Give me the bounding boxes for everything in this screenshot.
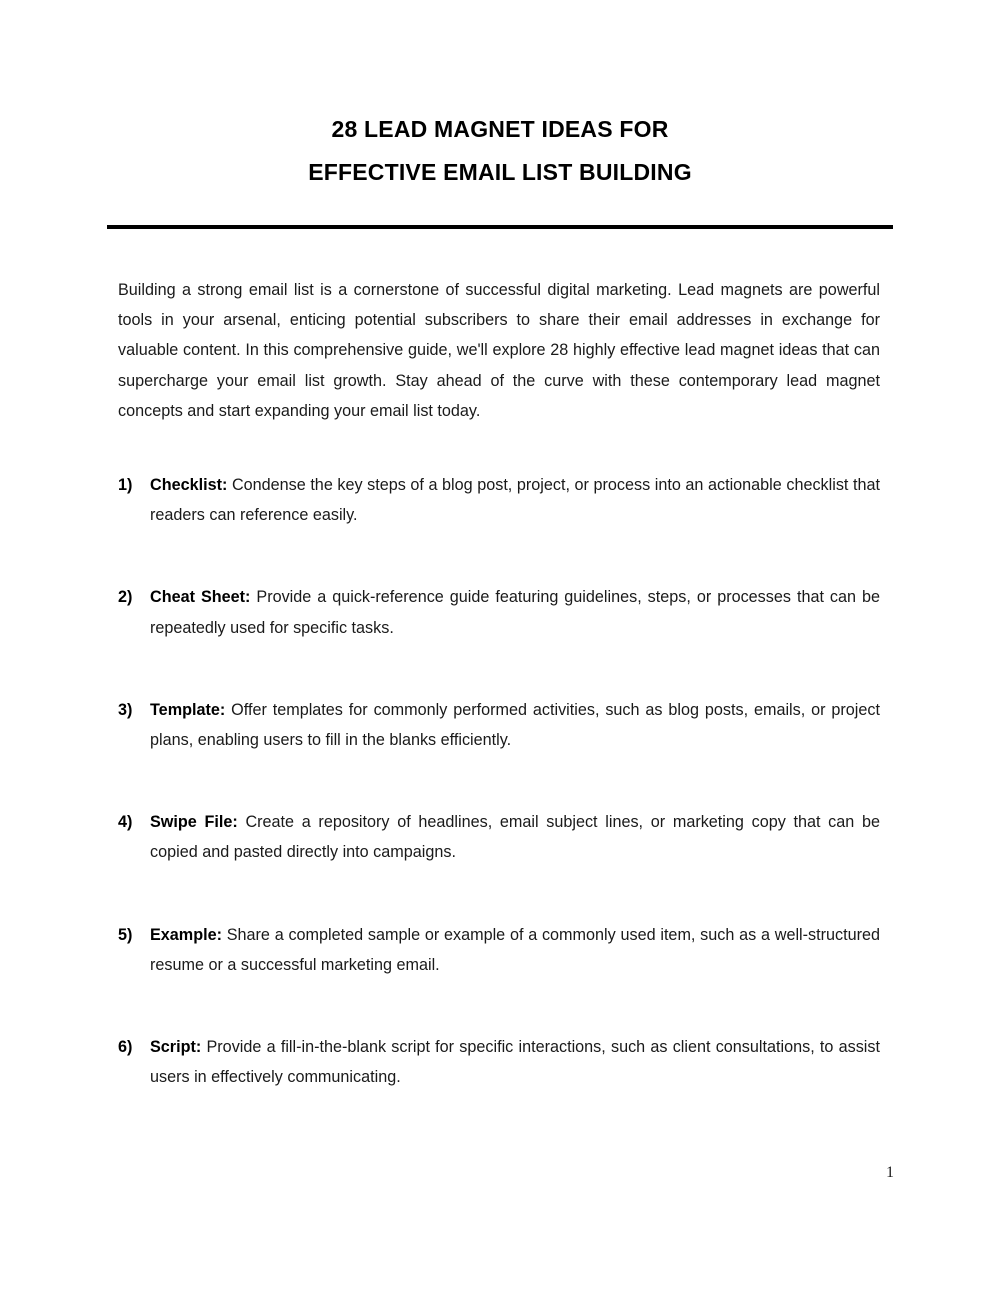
page-number: 1 xyxy=(886,1164,894,1181)
document-title xyxy=(0,108,1000,194)
title-divider-rule xyxy=(107,225,893,229)
title-line-1: 28 LEAD MAGNET IDEAS FOR xyxy=(331,116,669,142)
intro-paragraph: Building a strong email list is a cornerstone of successful digital marketing. Lead magnets are powerful tools in your arsenal, enticing potential subscribers to share their email addresses in exchange for valuable content. In this comprehensive guide, we'll explore 28 highly effective lead magnet ideas that can supercharge your email list growth. Stay ahead of the curve with these contemporary lead magnet concepts and start expanding your email list today. xyxy=(118,281,880,420)
lead-magnet-list xyxy=(118,470,880,1092)
list-item-text: Condense the key steps of a blog post, project, or process into an actionable checklist that readers can reference easily. xyxy=(150,476,880,525)
document-body xyxy=(118,275,880,1092)
list-item-number: 1) xyxy=(118,476,133,495)
list-item-number: 3) xyxy=(118,700,133,719)
list-item-number: 6) xyxy=(118,1038,133,1057)
list-item xyxy=(118,807,880,867)
list-item xyxy=(118,582,880,642)
list-item-label: Template: xyxy=(150,700,226,719)
list-item-number: 4) xyxy=(118,813,133,832)
list-item-number: 5) xyxy=(118,925,133,944)
list-item-text: Create a repository of headlines, email subject lines, or marketing copy that can be copied and pasted directly into campaigns. xyxy=(150,813,880,862)
list-item-text: Offer templates for commonly performed activities, such as blog posts, emails, or project plans, enabling users to fill in the blanks efficiently. xyxy=(150,700,880,750)
list-item xyxy=(118,470,880,530)
list-item-label: Checklist: xyxy=(150,476,228,495)
list-item-label: Script: xyxy=(150,1038,202,1057)
title-line-2: EFFECTIVE EMAIL LIST BUILDING xyxy=(308,159,692,185)
list-item-text: Share a completed sample or example of a commonly used item, such as a well-structured resume or a successful marketing email. xyxy=(150,925,880,974)
list-item xyxy=(118,695,880,755)
list-item xyxy=(118,920,880,980)
list-item-text: Provide a quick-reference guide featuring guidelines, steps, or processes that can be repeatedly used for specific tasks. xyxy=(150,588,880,637)
list-item-text: Provide a fill-in-the-blank script for specific interactions, such as client consultations, to assist users in effectively communicating. xyxy=(150,1038,880,1087)
list-item-label: Cheat Sheet: xyxy=(150,588,251,607)
list-item xyxy=(118,1032,880,1092)
list-item-label: Swipe File: xyxy=(150,813,238,832)
list-item-label: Example: xyxy=(150,925,222,944)
list-item-number: 2) xyxy=(118,588,133,607)
